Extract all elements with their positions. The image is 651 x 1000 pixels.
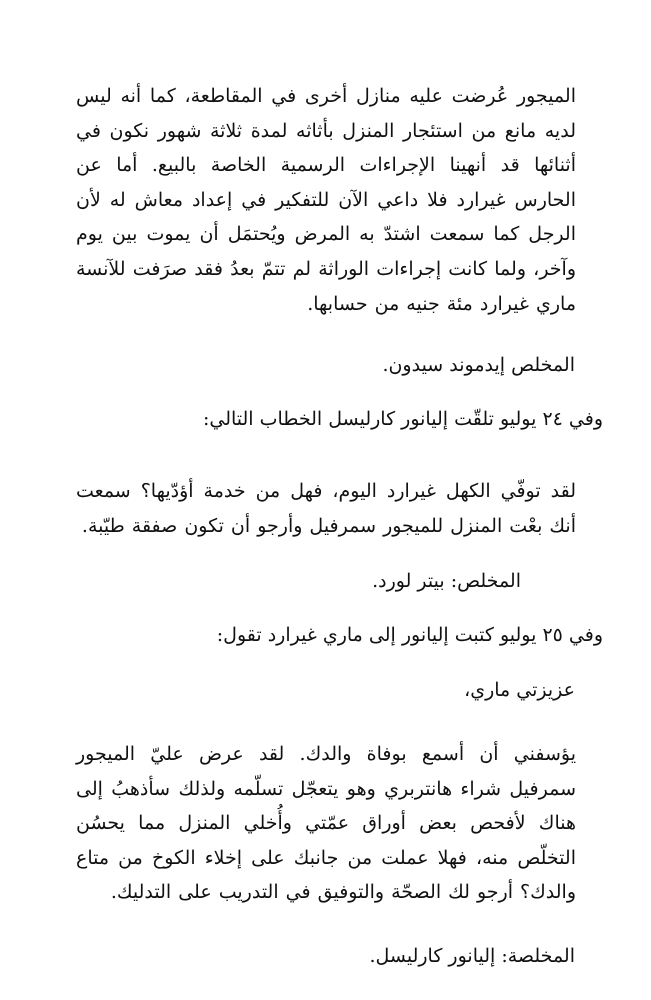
signature-1: المخلص إيدموند سيدون. <box>382 354 575 376</box>
letter-paragraph-2: لقد توفّي الكهل غيرارد اليوم، فهل من خدمة أؤدّيها؟ سمعت أنك بعْت المنزل للميجور سمرفيل وأرجو أن تكون صفقة طيّبة. <box>76 480 576 537</box>
letter-greeting-3: عزيزتي ماري، <box>464 679 575 701</box>
signature-2: المخلص: بيتر لورد. <box>372 570 521 592</box>
letter-paragraph-3: يؤسفني أن أسمع بوفاة والدك. لقد عرض عليّ الميجور سمرفيل شراء هانتربري وهو يتعجّل تسلّمه ولذلك سأذهبُ إلى هناك لأفحص بعض أوراق عمّتي وأُخلي المنزل مما يحسُن التخلّص منه، فهلا عملت من جانبك على إخلاء الكوخ من متاع والدك؟ أرجو لك الصحّة والتوفيق في التدريب على التدليك. <box>76 743 576 904</box>
signature-3: المخلصة: إليانور كارليسل. <box>369 945 575 967</box>
narration-heading-3: وفي ٢٥ يوليو كتبت إليانور إلى ماري غيرارد تقول: <box>216 624 603 646</box>
letter-paragraph-1: الميجور عُرضت عليه منازل أخرى في المقاطعة، كما أنه ليس لديه مانع من استئجار المنزل بأثاثه لمدة ثلاثة شهور نكون في أثنائها قد أنهينا الإجراءات الرسمية الخاصة بالبيع. أما عن الحارس غيرارد فلا داعي الآن للتفكير في إعداد معاش له لأن الرجل كما سمعت اشتدّ به المرض ويُحتمَل أن يموت بين يوم وآخر، ولما كانت إجراءات الوراثة لم تتمّ بعدُ فقد صرَفت للآنسة ماري غيرارد مئة جنيه من حسابها. <box>76 85 576 315</box>
narration-heading-2: وفي ٢٤ يوليو تلقّت إليانور كارليسل الخطاب التالي: <box>202 408 603 430</box>
